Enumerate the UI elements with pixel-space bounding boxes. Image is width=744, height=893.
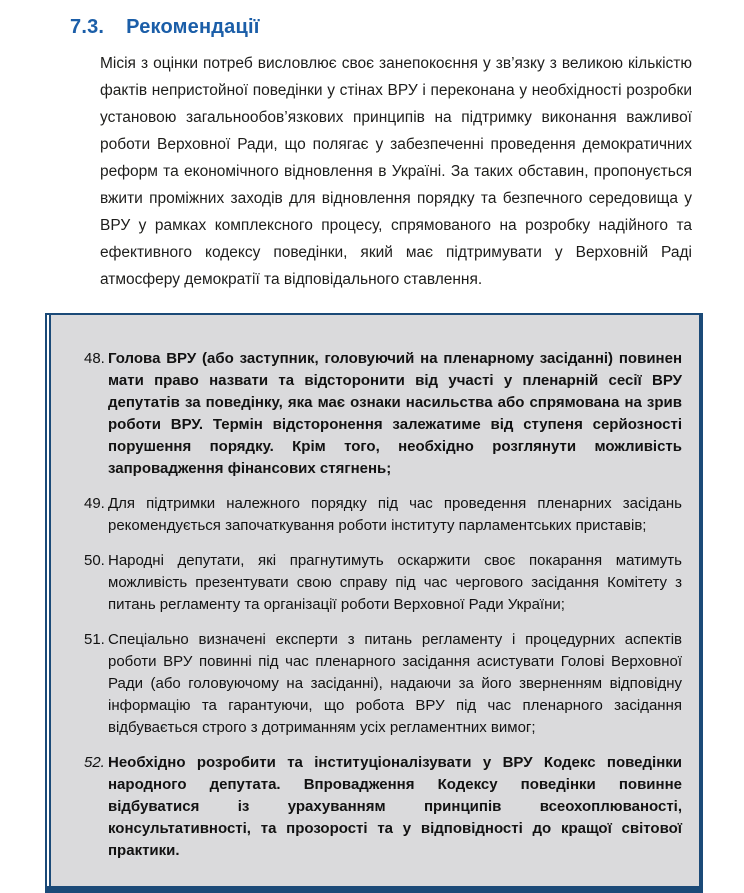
intro-paragraph: Місія з оцінки потреб висловлює своє занепокоєння у зв’язку з великою кількістю фактів непристойної поведінки у стінах ВРУ і переконана у необхідності розробки установою загальнообов’язкових принципів на підтримку виконання важливої роботи Верховної Ради, що полягає у забезпеченні проведення демократичних реформ та економічного відновлення в Україні. За таких обставин, пропонується вжити проміжних заходів для відновлення порядку та безпечного середовища у ВРУ у рамках комплексного процесу, спрямованого на розробку надійного та ефективного кодексу поведінки, який має підтримувати у Верховній Раді атмосферу демократії та відповідального ставлення. (100, 55, 692, 288)
recommendation-text: Голова ВРУ (або заступник, головуючий на пленарному засіданні) повинен мати право назвати та відсторонити від участі у пленарній сесії ВРУ депутатів за поведінку, яка має ознаки насильства або спрямована на зрив роботи ВРУ. Термін відсторонення залежатиме від ступеня серйозності порушення порядку. Крім того, необхідно розглянути можливість запровадження фінансових стягнень; (108, 350, 682, 477)
recommendation-number: 49. (84, 495, 105, 512)
recommendation-text: Народні депутати, які прагнутимуть оскаржити своє покарання матимуть можливість презентувати свою справу під час чергового засідання Комітету з питань регламенту та організації роботи Верховної Ради України; (108, 552, 682, 613)
recommendation-text: Спеціально визначені експерти з питань регламенту і процедурних аспектів роботи ВРУ повинні під час пленарного засідання асистувати Голові Верховної Ради (або головуючому на засіданні), надаючи за його зверненням відповідну інформацію та гарантуючи, що робота ВРУ під час пленарного засідання відбувається строго з дотриманням усіх регламентних вимог; (108, 631, 682, 736)
section-number: 7.3. (70, 16, 105, 38)
document-page (0, 16, 744, 893)
recommendations-list (49, 315, 699, 886)
recommendation-item (84, 752, 682, 862)
recommendations-box (45, 313, 703, 893)
section-title: Рекомендації (126, 16, 260, 38)
recommendation-text: Необхідно розробити та інституціоналізувати у ВРУ Кодекс поведінки народного депутата. Впровадження Кодексу поведінки повинне відбуватися із урахуванням принципів всеохоплюваності, консультативності, та прозорості та у відповідності до кращої світової практики. (108, 754, 682, 859)
recommendation-item (84, 550, 682, 616)
recommendation-item (84, 493, 682, 537)
section-heading (70, 16, 744, 39)
recommendation-number: 50. (84, 552, 105, 569)
recommendation-number: 48. (84, 350, 105, 367)
recommendation-text: Для підтримки належного порядку під час проведення пленарних засідань рекомендується започаткування роботи інституту парламентських приставів; (108, 495, 682, 534)
recommendation-item (84, 348, 682, 480)
recommendation-number: 52. (84, 754, 105, 771)
recommendation-number: 51. (84, 631, 105, 648)
recommendation-item (84, 629, 682, 739)
